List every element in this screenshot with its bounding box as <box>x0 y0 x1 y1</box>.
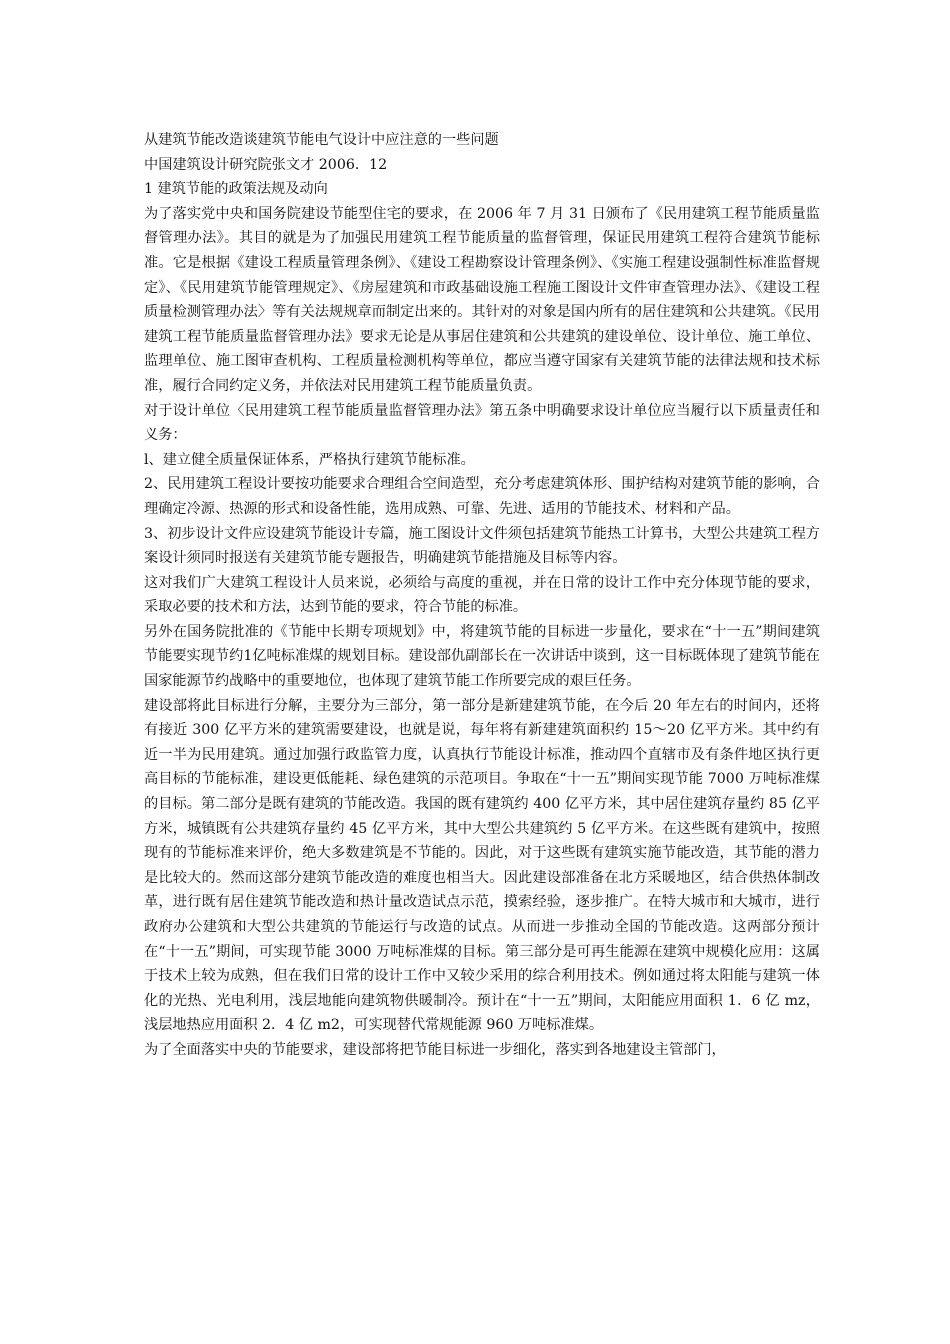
paragraph-designer-attention: 这对我们广大建筑工程设计人员来说，必须给与高度的重视，并在日常的设计工作中充分体现节能的要求，采取必要的技术和方法，达到节能的要求，符合节能的标准。 <box>144 574 820 616</box>
list-item-duty-3: 3、初步设计文件应设建筑节能设计专篇，施工图设计文件须包括建筑节能热工计算书，大型公共建筑工程方案设计须同时报送有关建筑节能专题报告，明确建筑节能措施及目标等内容。 <box>144 525 820 567</box>
document-byline: 中国建筑设计研究院张文才 2006．12 <box>144 156 388 173</box>
document-title: 从建筑节能改造谈建筑节能电气设计中应注意的一些问题 <box>144 132 499 148</box>
list-item-duty-1: l、建立健全质量保证体系，严格执行建筑节能标准。 <box>144 451 475 468</box>
paragraph-design-duties: 对于设计单位〈民用建筑工程节能质量监督管理办法》第五条中明确要求设计单位应当履行以下质量责任和义务： <box>144 402 820 444</box>
paragraph-energy-plan: 另外在国务院批准的《节能中长期专项规划》中，将建筑节能的目标进一步量化，要求在“十一五”期间建筑节能要实现节约1亿吨标准煤的规划目标。建设部仇副部长在一次讲话中谈到，这一目标既体现了建筑节能在国家能源节约战略中的重要地位，也体现了建筑节能工作所要完成的艰巨任务。 <box>144 623 820 690</box>
paragraph-implementation: 为了全面落实中央的节能要求，建设部将把节能目标进一步细化，落实到各地建设主管部门， <box>144 1041 726 1058</box>
document-page <box>144 128 820 1063</box>
list-item-duty-2: 2、民用建筑工程设计要按功能要求合理组合空间造型，充分考虑建筑体形、围护结构对建筑节能的影响，合理确定冷源、热源的形式和设备性能，选用成熟、可靠、先进、适用的节能技术、材料和产品。 <box>144 476 820 517</box>
paragraph-target-breakdown: 建设部将此目标进行分解，主要分为三部分，第一部分是新建建筑节能，在今后 20 年左右的时间内，还将有接近 300 亿平方米的建筑需要建设，也就是说，每年将有新建建筑面积约 15～20 亿平方米。其中约有近一半为民用建筑。通过加强行政监管力度，认真执行节能设计标准，推动四个直辖市及有条件地区执行更高目标的节能标准，建设更低能耗、绿色建筑的示范项目。争取在“十一五”期间实现节能 7000 万吨标准煤的目标。第二部分是既有建筑的节能改造。我国的既有建筑约 400 亿平方米，其中居住建筑存量约 85 亿平方米，城镇既有公共建筑存量约 45 亿平方米，其中大型公共建筑约 5 亿平方米。在这些既有建筑中，按照现有的节能标准来评价，绝大多数建筑是不节能的。因此，对于这些既有建筑实施节能改造，其节能的潜力是比较大的。然而这部分建筑节能改造的难度也相当大。因此建设部准备在北方采暖地区，结合供热体制改革，进行既有居住建筑节能改造和热计量改造试点示范，摸索经验，逐步推广。在特大城市和大城市，进行政府办公建筑和大型公共建筑的节能运行与改造的试点。从而进一步推动全国的节能改造。这两部分预计在“十一五”期间，可实现节能 3000 万吨标准煤的目标。第三部分是可再生能源在建筑中规模化应用：这属于技术上较为成熟，但在我们日常的设计工作中又较少采用的综合利用技术。例如通过将太阳能与建筑一体化的光热、光电利用，浅层地能向建筑物供暖制冷。预计在“十一五”期间，太阳能应用面积 1．6 亿 mz，浅层地热应用面积 2．4 亿 m2，可实现替代常规能源 960 万吨标准煤。 <box>144 697 820 1034</box>
paragraph-regulation-intro: 为了落实党中央和国务院建设节能型住宅的要求，在 2006 年 7 月 31 日颁布了《民用建筑工程节能质量监督管理办法》。其目的就是为了加强民用建筑工程节能质量的监督管理，保证民用建筑工程符合建筑节能标准。它是根据《建设工程质量管理条例》、《建设工程勘察设计管理条例》、《实施工程建设强制性标准监督规定》、《民用建筑节能管理规定》、《房屋建筑和市政基础设施工程施工图设计文件审查管理办法》、《建设工程质量检测管理办法〉等有关法规规章而制定出来的。其针对的对象是国内所有的居住建筑和公共建筑。《民用建筑工程节能质量监督管理办法》要求无论是从事居住建筑和公共建筑的建设单位、设计单位、施工单位、监理单位、施工图审查机构、工程质量检测机构等单位，都应当遵守国家有关建筑节能的法律法规和技术标准，履行合同约定义务，并依法对民用建筑工程节能质量负责。 <box>144 205 820 394</box>
section-heading: 1 建筑节能的政策法规及动向 <box>144 181 328 198</box>
